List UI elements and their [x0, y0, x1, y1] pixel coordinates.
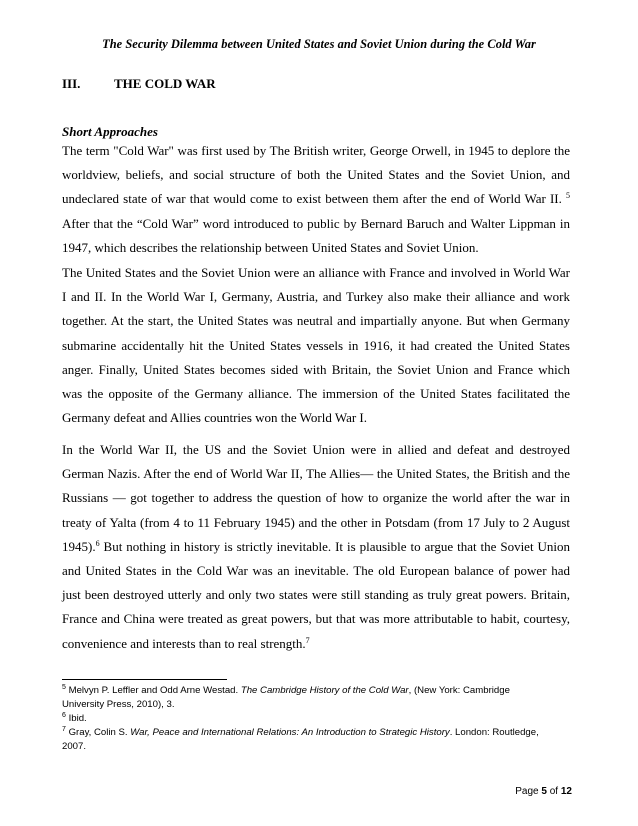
paragraph-line: The term "Cold War" was first used by The British writer, George Orwell, in 1945 to deplore the — [62, 143, 570, 158]
footnote-7 — [62, 726, 539, 739]
footnote-ref: 7 — [305, 636, 310, 645]
paragraph-line-text: 1945). — [62, 539, 96, 554]
paragraph-line: In the World War II, the US and the Soviet Union were in allied and defeat and destroyed — [62, 442, 570, 457]
footnote-book-title: War, Peace and International Relations: An Introduction to Strategic History — [130, 727, 450, 738]
paragraph-line: just been destroyed utterly and only two states were still standing as truly great powers. Britain, — [62, 587, 570, 602]
footnote-5 — [62, 684, 510, 697]
paragraph-line: Russians — got together to address the question of how to organize the world after the war in — [62, 490, 570, 505]
footnote-7-continued: 2007. — [62, 741, 87, 752]
page-label: Page — [515, 786, 539, 797]
footnote-separator — [62, 679, 227, 680]
paragraph-line — [62, 191, 570, 207]
paragraph-line-text: convenience and interests than to real strength. — [62, 636, 306, 651]
paragraph-line: was the opposite of the Germany alliance. The immersion of the United States facilitated the — [62, 386, 570, 401]
footnote-text: Gray, Colin S. — [65, 727, 131, 738]
section-title: THE COLD WAR — [114, 76, 216, 91]
page-total: 12 — [560, 786, 572, 797]
section-heading — [62, 76, 216, 92]
footnote-book-title: The Cambridge History of the Cold War — [240, 685, 409, 696]
paragraph-line: anger. Finally, United States becomes sided with Britain, the Soviet Union and France which — [62, 362, 570, 377]
footnote-text: , (New York: Cambridge — [408, 685, 510, 696]
footnote-text: Melvyn P. Leffler and Odd Arne Westad. — [65, 685, 241, 696]
paragraph-line: The United States and the Soviet Union were an alliance with France and involved in World War — [62, 265, 570, 280]
paragraph-line: and United States in the Cold War was an inevitable. The old European balance of power had — [62, 563, 570, 578]
paragraph-line — [62, 539, 570, 555]
paragraph-line-text: But nothing in history is strictly inevitable. It is plausible to argue that the Soviet Union — [99, 539, 570, 554]
footnote-5-continued: University Press, 2010), 3. — [62, 699, 175, 710]
paragraph-line: submarine accidentally hit the United States vessels in 1916, it had created the United States — [62, 338, 570, 353]
paragraph-line — [62, 636, 570, 652]
paragraph-line: together. At the start, the United States was neutral and impartially anyone. But when Germany — [62, 313, 570, 328]
subheading: Short Approaches — [62, 124, 158, 139]
page-number — [515, 786, 572, 797]
footnote-mark: 5 — [62, 684, 66, 691]
paragraph-line: I and II. In the World War I, Germany, Austria, and Turkey also make their alliance and work — [62, 289, 570, 304]
paragraph-line: worldview, beliefs, and social structure of both the United States and the Soviet Union, and — [62, 167, 570, 182]
footnote-text: . London: Routledge, — [449, 727, 539, 738]
paragraph-line-text: undeclared state of war that would come to exist between them after the end of World War II. — [62, 191, 562, 206]
paragraph-line: France and China were treated as great powers, but that was more attributable to habit, courtesy, — [62, 611, 570, 626]
paragraph-line: 1947, which describes the relationship between United States and Soviet Union. — [62, 240, 479, 255]
paragraph-line: treaty of Yalta (from 4 to 11 February 1945) and the other in Potsdam (from 17 July to 2 August — [62, 515, 570, 530]
footnote-ref: 5 — [566, 191, 570, 200]
footnote-6 — [62, 712, 87, 725]
section-number: III. — [62, 76, 81, 91]
page-of: of — [549, 786, 559, 797]
footnote-mark: 7 — [62, 726, 66, 733]
paragraph-line: Germany defeat and Allies countries won the World War I. — [62, 410, 368, 425]
page-current: 5 — [541, 786, 547, 797]
paragraph-line: German Nazis. After the end of World War II, The Allies— the United States, the British and the — [62, 466, 570, 481]
footnote-ref: 6 — [95, 539, 100, 548]
running-header: The Security Dilemma between United States and Soviet Union during the Cold War — [102, 37, 536, 51]
footnote-text: Ibid. — [65, 713, 87, 724]
paragraph-line: After that the “Cold War” word introduced to public by Bernard Baruch and Walter Lippman in — [62, 216, 570, 231]
footnote-mark: 6 — [62, 712, 66, 719]
